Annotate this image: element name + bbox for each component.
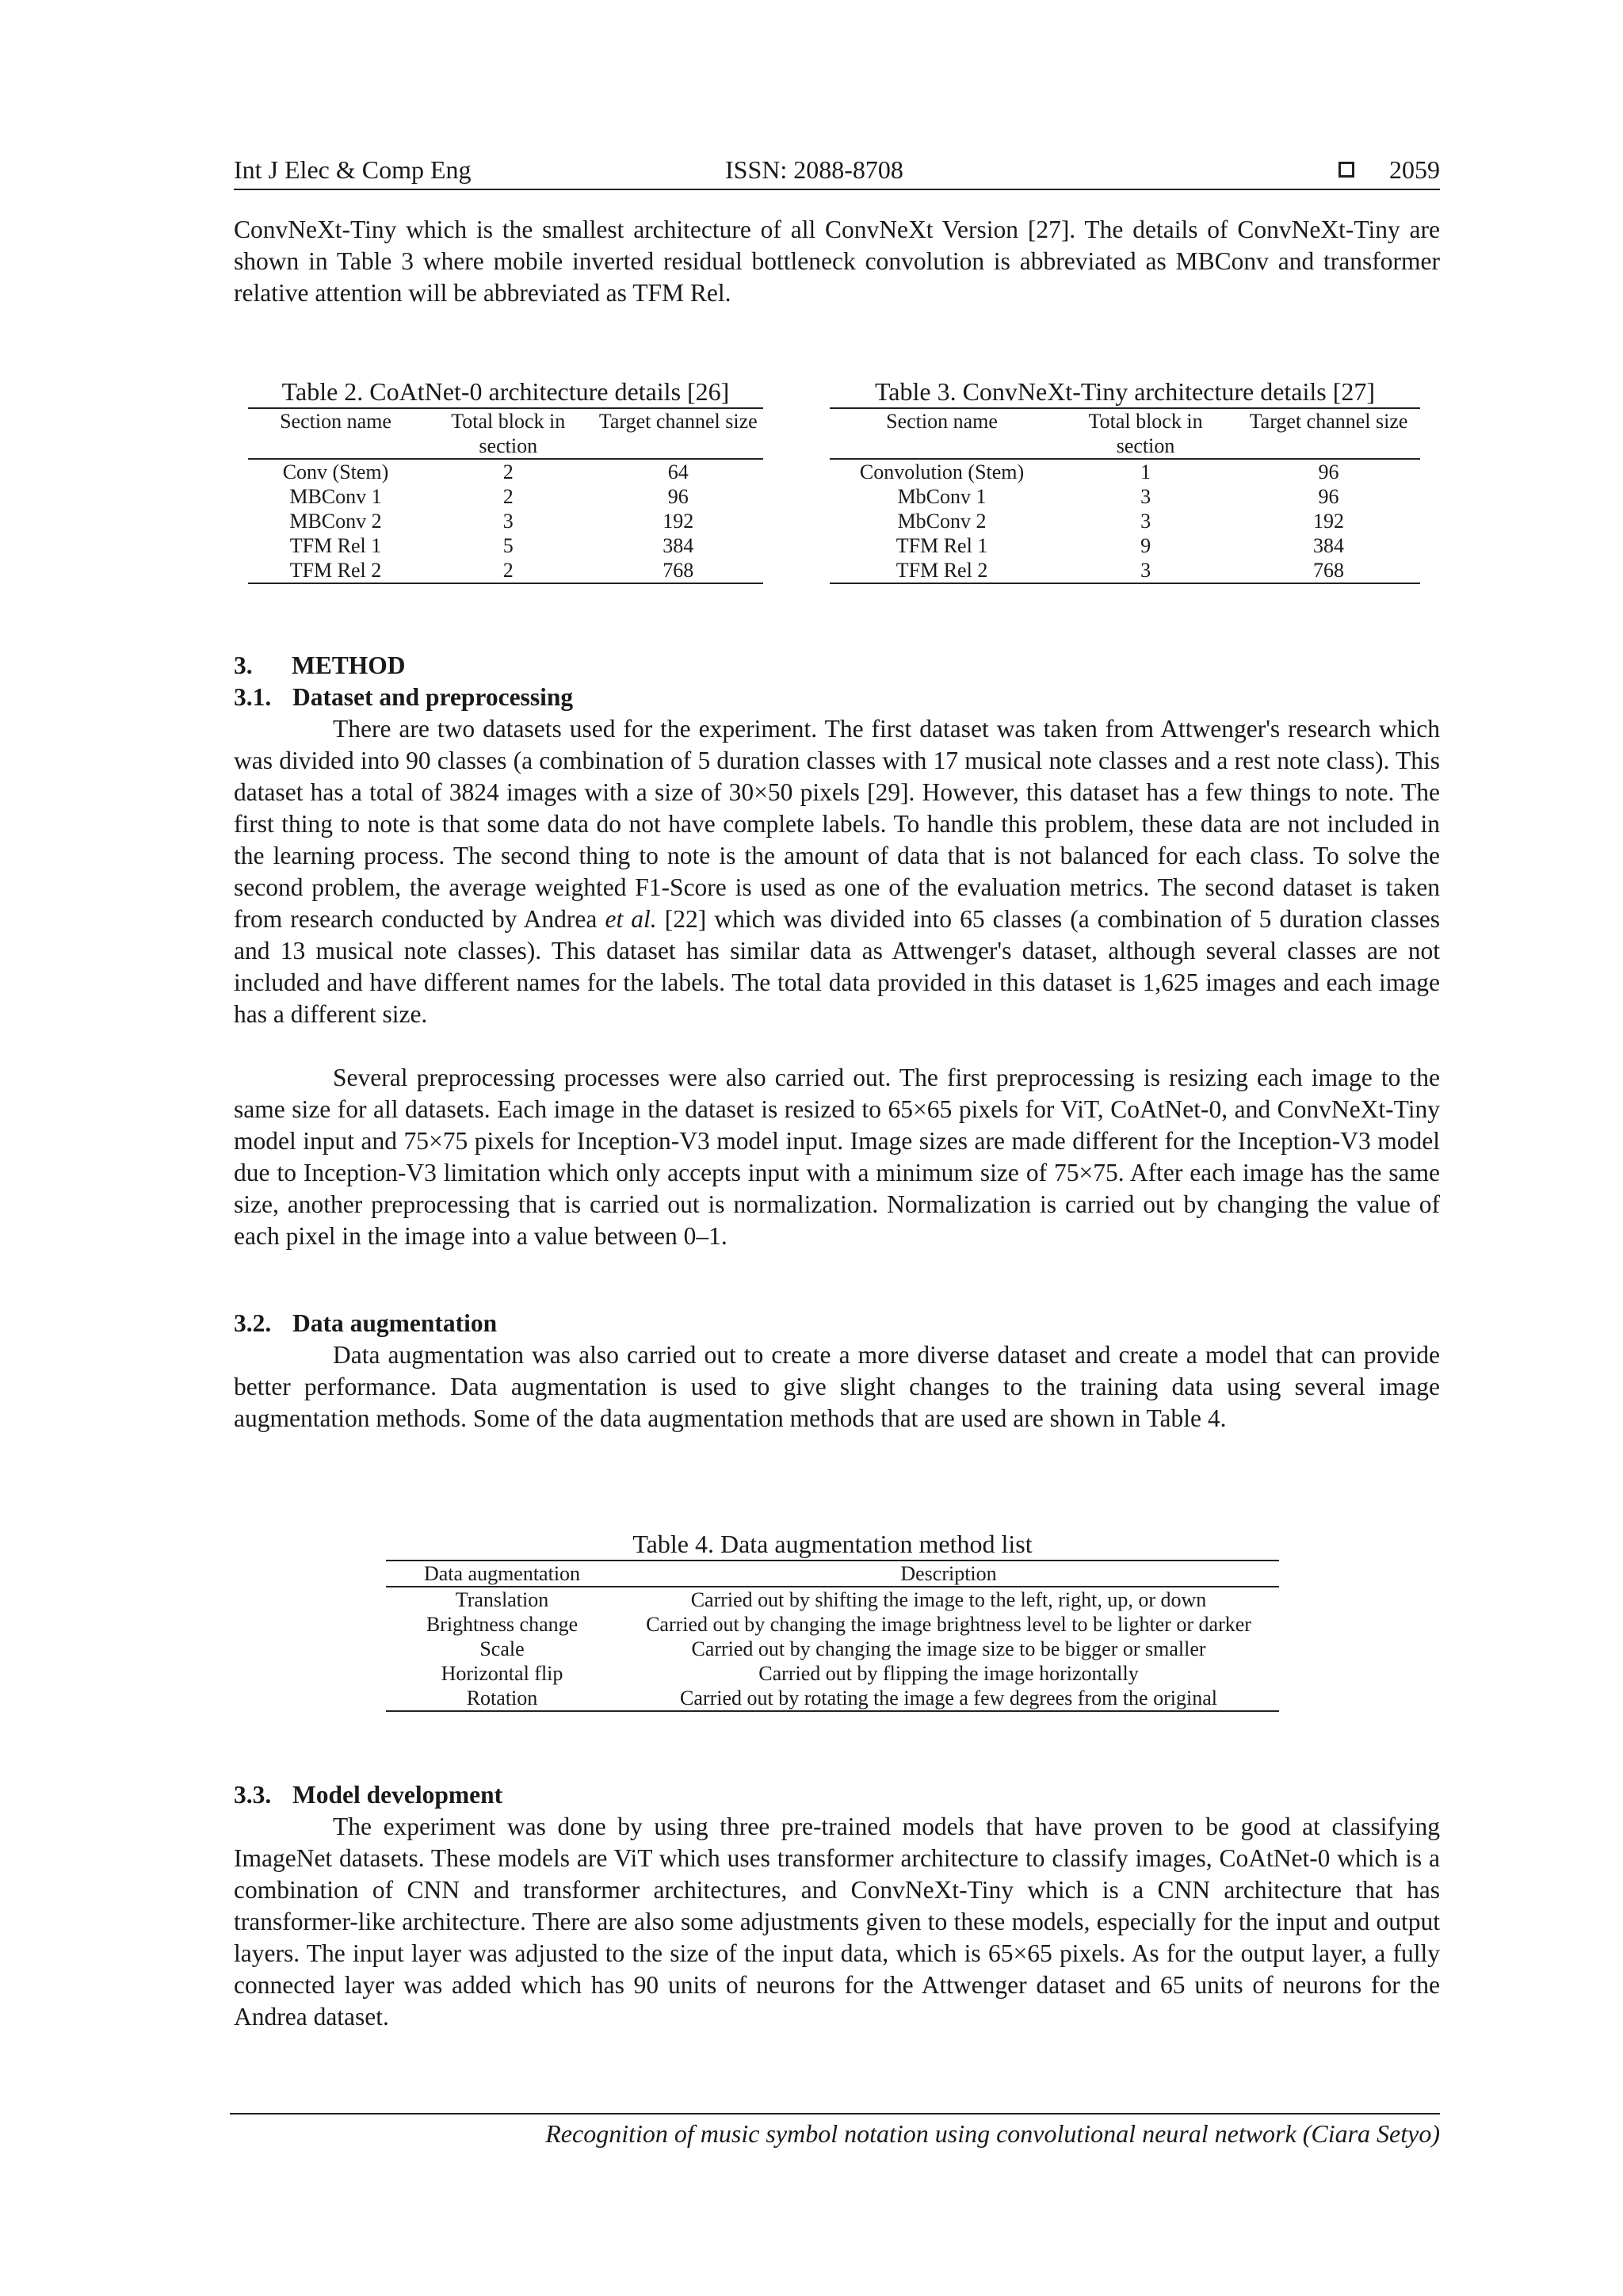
table-cell: 2	[423, 558, 594, 583]
table-cell: Scale	[479, 1637, 525, 1660]
footer-divider	[230, 2113, 1440, 2115]
table-cell: TFM Rel 1	[289, 534, 382, 557]
dataset-paragraph	[234, 713, 1440, 1030]
section-number: 3.	[234, 651, 253, 679]
journal-name: Int J Elec & Comp Eng	[234, 155, 472, 184]
table-row	[248, 533, 763, 558]
subsection-title: Dataset and preprocessing	[292, 683, 574, 711]
column-header: Section name	[830, 408, 1054, 459]
subsection-number: 3.1.	[234, 683, 272, 711]
table-row	[830, 509, 1420, 533]
table-cell: 2	[502, 485, 514, 508]
issn: ISSN: 2088-8708	[725, 155, 903, 184]
table-cell: Rotation	[386, 1686, 618, 1711]
table-4-caption: Table 4. Data augmentation method list	[632, 1530, 1033, 1558]
table-cell: TFM Rel 1	[896, 534, 988, 557]
table-cell: MBConv 1	[289, 485, 382, 508]
table-row	[830, 484, 1420, 509]
subsection-title: Data augmentation	[292, 1309, 498, 1337]
table-cell: Translation	[455, 1588, 549, 1611]
table-row	[386, 1637, 1279, 1661]
table-cell: MBConv 2	[289, 510, 382, 533]
table-cell: Carried out by changing the image brightness level to be lighter or darker	[646, 1613, 1251, 1636]
table-cell: 64	[667, 460, 689, 483]
column-header: Total block in section	[1054, 408, 1237, 459]
section-heading	[234, 650, 406, 682]
table-cell: Horizontal flip	[441, 1662, 563, 1685]
table-cell: 1	[1140, 460, 1151, 483]
table-cell: TFM Rel 2	[830, 558, 1054, 583]
column-header: Data augmentation	[386, 1561, 618, 1587]
table-cell: Conv (Stem)	[282, 460, 389, 483]
running-footer: Recognition of music symbol notation using convolutional neural network (Ciara Setyo)	[545, 2119, 1440, 2148]
table-2	[248, 376, 763, 584]
table-cell: 2	[502, 460, 514, 483]
text-run: [22] which was divided into 65 classes (a combination of 5 duration classes and 13 musical note classes). This dataset has similar data as Attwenger's dataset, although several classes are not included and have different names for the labels. The total data provided in this dataset is 1,625 images and each image has a different size.	[234, 905, 1441, 1028]
table-row	[830, 558, 1420, 583]
column-header: Total block in section	[423, 408, 594, 459]
page-number: 2059	[1389, 155, 1440, 184]
table-row	[248, 484, 763, 509]
table-cell: 384	[663, 534, 694, 557]
preprocessing-paragraph: Several preprocessing processes were also carried out. The first preprocessing is resizing each image to the same size for all datasets. Each image in the dataset is resized to 65×65 pixels for ViT, CoAtNet-0, and ConvNeXt-Tiny model input and 75×75 pixels for Inception-V3 model input. Image sizes are made different for the Inception-V3 model due to Inception-V3 limitation which only accepts input with a minimum size of 75×75. After each image has the same size, another preprocessing that is carried out is normalization. Normalization is carried out by changing the value of each pixel in the image into a value between 0–1.	[234, 1064, 1440, 1250]
augmentation-paragraph: Data augmentation was also carried out to create a more diverse dataset and create a model that can provide better performance. Data augmentation is used to give slight changes to the training data using several image augmentation methods. Some of the data augmentation methods that are used are shown in Table 4.	[234, 1341, 1440, 1432]
subsection-title: Model development	[292, 1781, 503, 1809]
table-header-row	[248, 408, 763, 459]
table-cell: 96	[1318, 460, 1339, 483]
table-cell: 384	[1313, 534, 1345, 557]
table-cell: 192	[1313, 510, 1345, 533]
table-cell: 3	[1140, 485, 1151, 508]
text-run: There are two datasets used for the experiment. The first dataset was taken from Attwenger's research which was divided into 90 classes (a combination of 5 duration classes with 17 musical note classes and a rest note class). This dataset has a total of 3824 images with a size of 30×50 pixels [29]. However, this dataset has a few things to note. The first thing to note is that some data do not have complete labels. To handle this problem, these data are not included in the learning process. The second thing to note is the amount of data that is not balanced for each class. To solve the second problem, the average weighted F1-Score is used as one of the evaluation metrics. The second dataset is taken from research conducted by Andrea	[234, 715, 1440, 933]
table-3	[830, 376, 1420, 584]
table-cell: Carried out by rotating the image a few degrees from the original	[618, 1686, 1279, 1711]
table-cell: 3	[502, 510, 514, 533]
table-row	[830, 533, 1420, 558]
table-row	[248, 509, 763, 533]
table-3-caption: Table 3. ConvNeXt-Tiny architecture details [27]	[874, 377, 1376, 406]
table-header-row	[830, 408, 1420, 459]
table-row	[386, 1686, 1279, 1711]
table-cell: TFM Rel 2	[248, 558, 423, 583]
table-cell: Brightness change	[426, 1613, 579, 1636]
table-cell: 9	[1140, 534, 1151, 557]
column-header: Description	[618, 1561, 1279, 1587]
model-development-paragraph: The experiment was done by using three pre-trained models that have proven to be good at classifying ImageNet datasets. These models are ViT which uses transformer architecture to classify images, CoAtNet-0 which is a combination of CNN and transformer architectures, and ConvNeXt-Tiny which is a CNN architecture that has transformer-like architecture. There are also some adjustments given to these models, especially for the input and output layers. The input layer was adjusted to the size of the input data, which is 65×65 pixels. As for the output layer, a fully connected layer was added which has 90 units of neurons for the Attwenger dataset and 65 units of neurons for the Andrea dataset.	[234, 1813, 1440, 2030]
table-row	[830, 459, 1420, 484]
table-cell: 5	[502, 534, 514, 557]
table-cell: 96	[1318, 485, 1339, 508]
table-cell: 3	[1140, 510, 1151, 533]
subsection-number: 3.2.	[234, 1309, 272, 1337]
section-title: METHOD	[292, 651, 406, 679]
table-header-row	[386, 1561, 1279, 1587]
table-cell: MbConv 1	[897, 485, 987, 508]
table-2-caption: Table 2. CoAtNet-0 architecture details [26]	[281, 377, 730, 406]
table-cell: 768	[594, 558, 764, 583]
table-row	[386, 1661, 1279, 1686]
table-cell: Carried out by shifting the image to the left, right, up, or down	[690, 1588, 1207, 1611]
table-cell: MbConv 2	[897, 510, 987, 533]
subsection-heading	[234, 1308, 497, 1339]
subsection-heading	[234, 1779, 502, 1811]
table-cell: 768	[1237, 558, 1420, 583]
table-cell: 192	[663, 510, 694, 533]
italic-text: et al.	[605, 905, 657, 933]
table-cell: Carried out by flipping the image horizontally	[758, 1662, 1139, 1685]
table-cell: 3	[1054, 558, 1237, 583]
column-header: Target channel size	[1237, 408, 1420, 459]
table-4	[386, 1528, 1279, 1712]
table-cell: 96	[667, 485, 689, 508]
page-header	[234, 155, 1440, 190]
table-cell: Convolution (Stem)	[859, 460, 1025, 483]
table-row	[248, 558, 763, 583]
table-row	[386, 1612, 1279, 1637]
checkbox-square-icon	[1338, 162, 1354, 178]
column-header: Target channel size	[594, 408, 764, 459]
table-row	[386, 1587, 1279, 1612]
table-row	[248, 459, 763, 484]
intro-paragraph: ConvNeXt-Tiny which is the smallest architecture of all ConvNeXt Version [27]. The details of ConvNeXt-Tiny are shown in Table 3 where mobile inverted residual bottleneck convolution is abbreviated as MBConv and transformer relative attention will be abbreviated as TFM Rel.	[234, 216, 1440, 307]
table-cell: Carried out by changing the image size to be bigger or smaller	[691, 1637, 1206, 1660]
subsection-number: 3.3.	[234, 1781, 272, 1809]
subsection-heading	[234, 682, 573, 713]
page-number-group	[1338, 155, 1440, 185]
column-header: Section name	[248, 408, 423, 459]
